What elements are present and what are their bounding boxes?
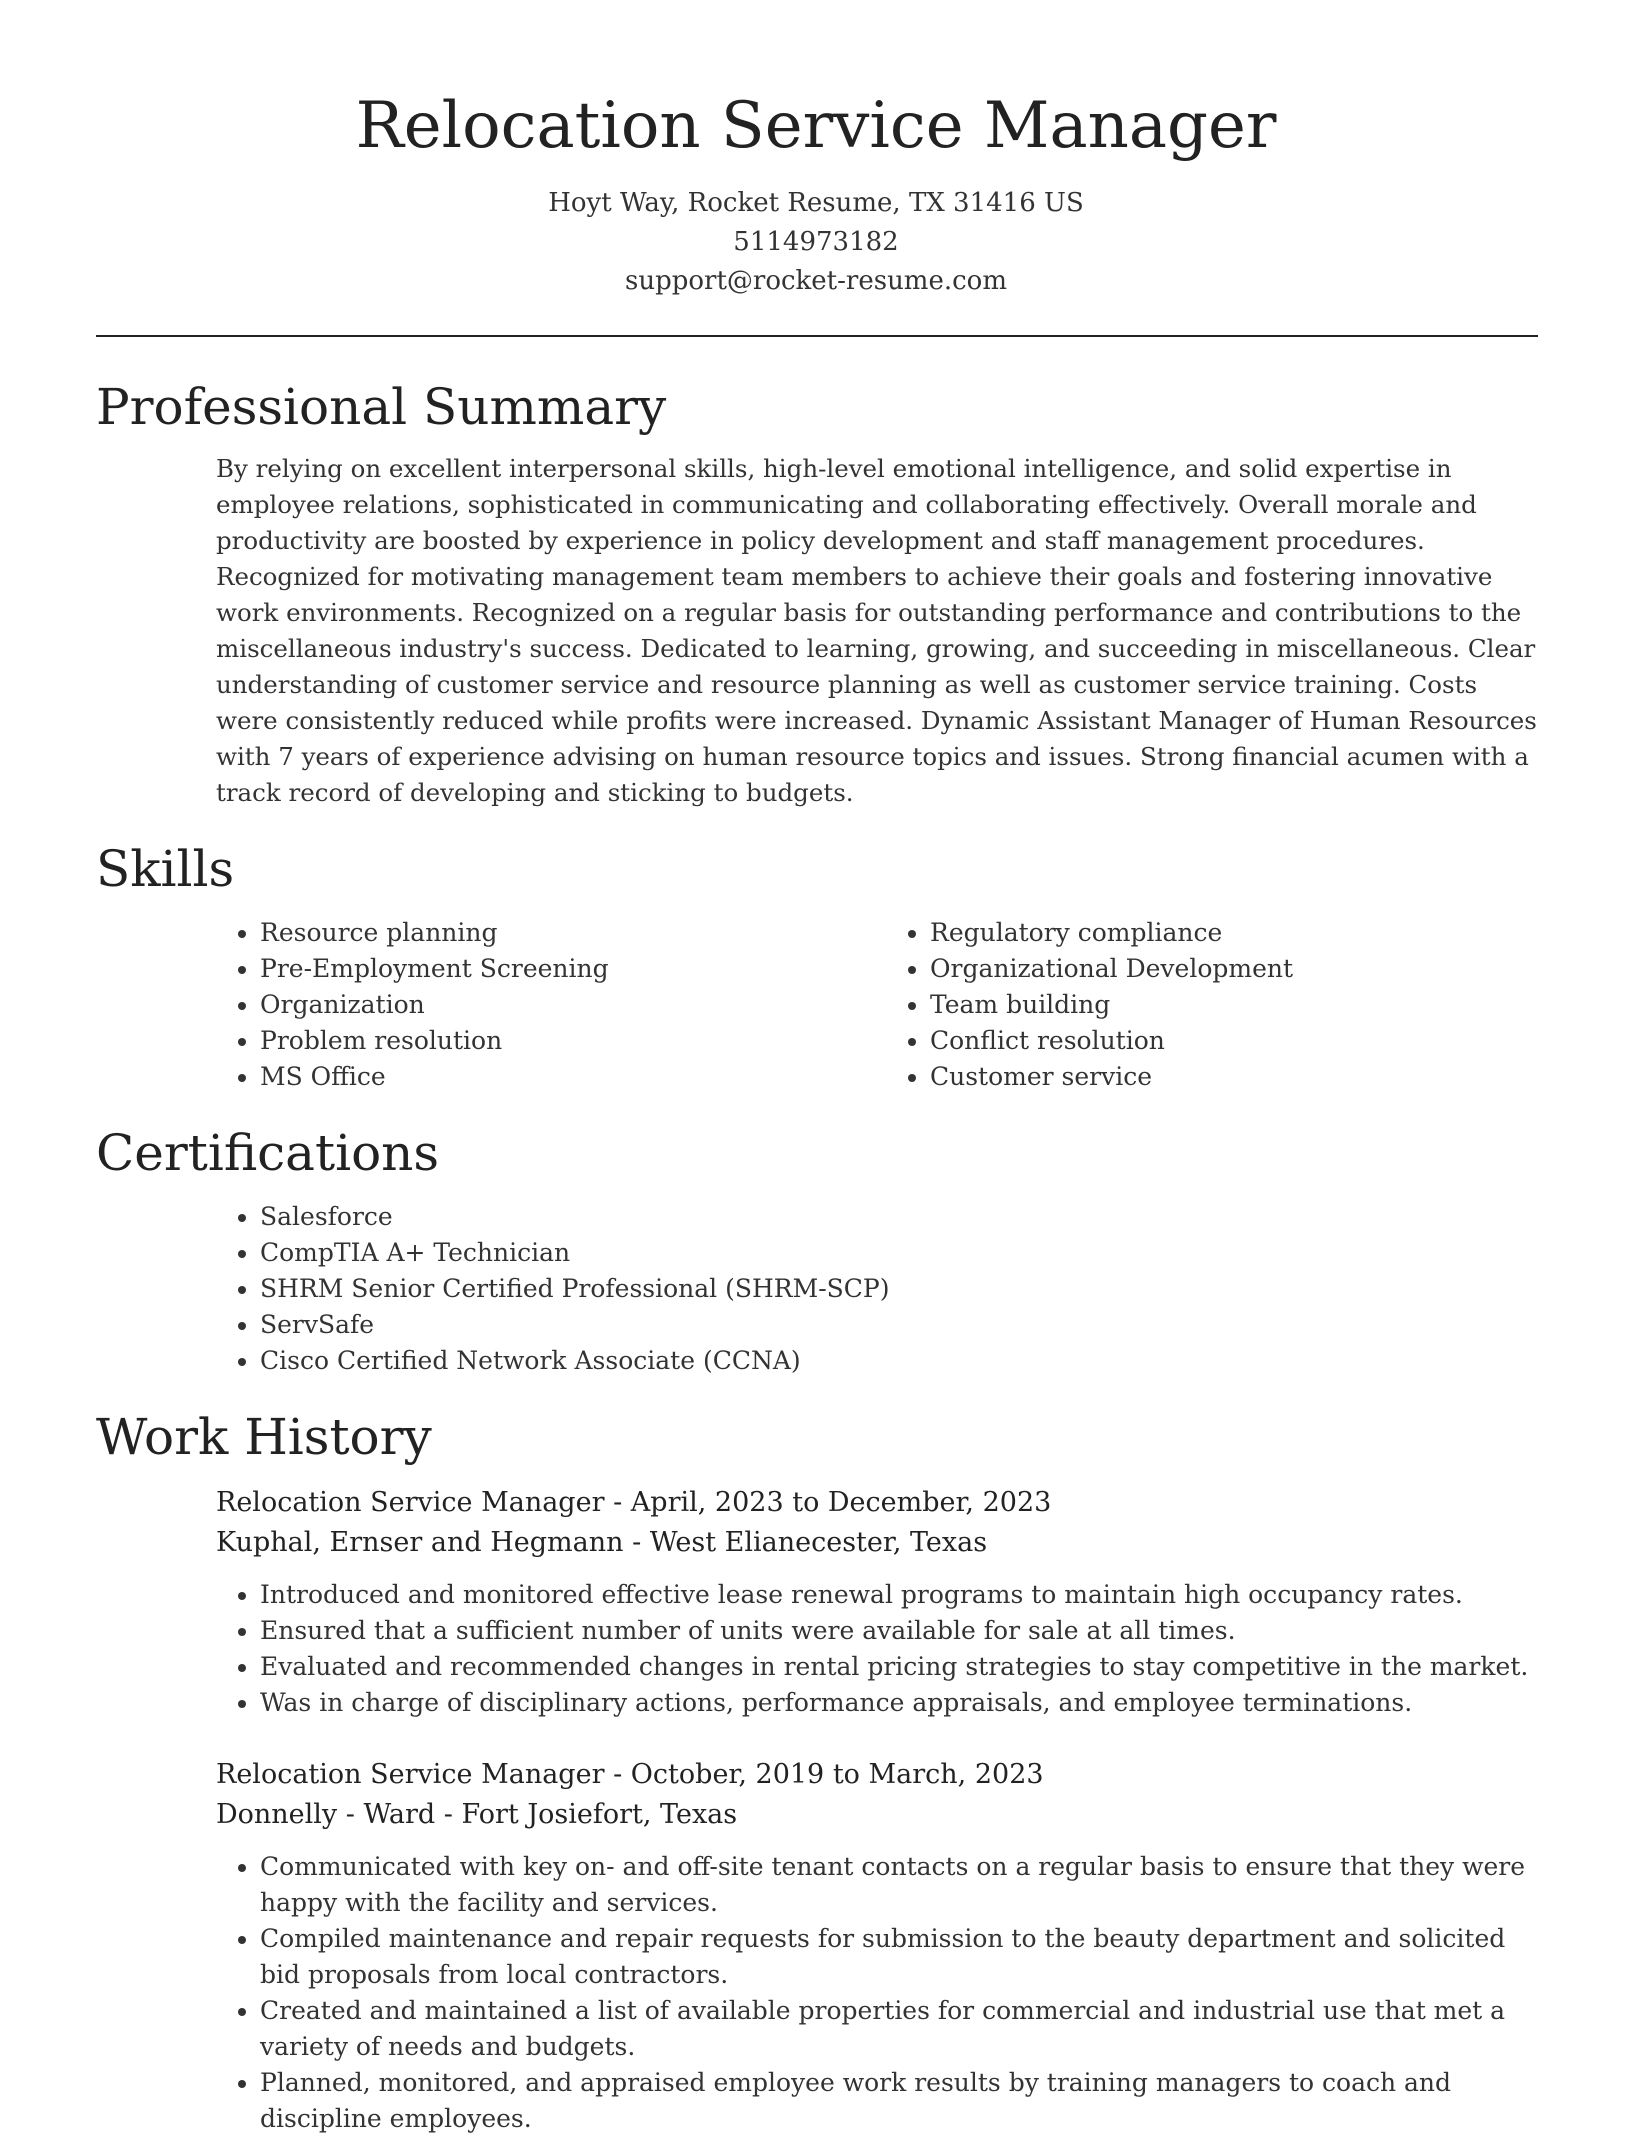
skill-item: • Team building — [930, 987, 1510, 1023]
certification-item: • ServSafe — [260, 1307, 1536, 1343]
certification-item: • SHRM Senior Certified Professional (SHRM-SCP) — [260, 1271, 1536, 1307]
certification-item: • CompTIA A+ Technician — [260, 1235, 1536, 1271]
job-entry — [216, 1483, 1536, 1721]
separator: - — [613, 1759, 631, 1790]
summary-text: By relying on excellent interpersonal skills, high-level emotional intelligence, and solid expertise in employee relations, sophisticated in communicating and collaborating effectively. Overall morale and productivity are boosted by experience in policy development and staff management procedures. Recognized for motivating management team members to achieve their goals and fostering innovative work environments. Recognized on a regular basis for outstanding performance and contributions to the miscellaneous industry's success. Dedicated to learning, growing, and succeeding in miscellaneous. Clear understanding of customer service and resource planning as well as customer service training. Costs were consistently reduced while profits were increased. Dynamic Assistant Manager of Human Resources with 7 years of experience advising on human resource topics and issues. Strong financial acumen with a track record of developing and sticking to budgets. — [216, 454, 1537, 807]
summary-title: Professional Summary — [96, 378, 667, 436]
resume-header — [96, 0, 1536, 301]
job-company-line — [216, 1523, 1536, 1563]
job-location: West Elianecester, Texas — [649, 1527, 988, 1558]
skill-item: • MS Office — [260, 1059, 910, 1095]
separator: - — [443, 1799, 462, 1830]
email: support@rocket-resume.com — [624, 266, 1007, 296]
phone: 5114973182 — [733, 227, 899, 257]
job-bullet: • Evaluated and recommended changes in rental pricing strategies to stay competitive in the market. — [260, 1649, 1538, 1685]
skills-list-right — [910, 915, 1510, 1095]
skill-item: • Resource planning — [260, 915, 910, 951]
skills-section — [96, 837, 1536, 1095]
job-role: Relocation Service Manager — [216, 1487, 605, 1518]
job-company: Donnelly - Ward — [216, 1799, 436, 1830]
skill-item: • Problem resolution — [260, 1023, 910, 1059]
skill-item: • Organization — [260, 987, 910, 1023]
job-role: Relocation Service Manager — [216, 1759, 605, 1790]
job-company: Kuphal, Ernser and Hegmann — [216, 1527, 624, 1558]
job-bullet: • Was in charge of disciplinary actions, performance appraisals, and employee terminations. — [260, 1685, 1538, 1721]
certifications-section — [96, 1121, 1536, 1379]
job-title-line — [216, 1755, 1536, 1795]
job-entry — [216, 1755, 1536, 2137]
job-bullets — [260, 1577, 1538, 1721]
job-bullets — [260, 1849, 1538, 2137]
skill-item: • Regulatory compliance — [930, 915, 1510, 951]
job-dates: April, 2023 to December, 2023 — [630, 1487, 1052, 1518]
skills-columns — [96, 915, 1536, 1095]
skills-list-left — [260, 915, 910, 1095]
job-bullet: • Compiled maintenance and repair requests for submission to the beauty department and solicited bid proposals from local contractors. — [260, 1921, 1538, 1993]
header-divider — [96, 335, 1538, 337]
job-bullet: • Ensured that a sufficient number of units were available for sale at all times. — [260, 1613, 1538, 1649]
work-history-title: Work History — [96, 1408, 432, 1466]
job-location: Fort Josiefort, Texas — [461, 1799, 738, 1830]
job-dates: October, 2019 to March, 2023 — [630, 1759, 1044, 1790]
contact-block — [96, 184, 1536, 301]
job-bullet: • Introduced and monitored effective lease renewal programs to maintain high occupancy rates. — [260, 1577, 1538, 1613]
address: Hoyt Way, Rocket Resume, TX 31416 US — [548, 188, 1084, 218]
certifications-title: Certifications — [96, 1124, 440, 1182]
job-bullet: • Planned, monitored, and appraised employee work results by training managers to coach and discipline employees. — [260, 2065, 1538, 2137]
skill-item: • Pre-Employment Screening — [260, 951, 910, 987]
job-title-line — [216, 1483, 1536, 1523]
certifications-list — [260, 1199, 1536, 1379]
skill-item: • Customer service — [930, 1059, 1510, 1095]
skill-item: • Conflict resolution — [930, 1023, 1510, 1059]
certification-item: • Salesforce — [260, 1199, 1536, 1235]
separator: - — [613, 1487, 631, 1518]
job-bullet: • Created and maintained a list of available properties for commercial and industrial use that met a variety of needs and budgets. — [260, 1993, 1538, 2065]
separator: - — [632, 1527, 650, 1558]
job-company-line — [216, 1795, 1536, 1835]
work-history-section — [96, 1405, 1536, 2137]
job-bullet: • Communicated with key on- and off-site tenant contacts on a regular basis to ensure that they were happy with the facility and services. — [260, 1849, 1538, 1921]
skills-title: Skills — [96, 840, 235, 898]
certification-item: • Cisco Certified Network Associate (CCNA) — [260, 1343, 1536, 1379]
candidate-name: Relocation Service Manager — [355, 89, 1277, 163]
skill-item: • Organizational Development — [930, 951, 1510, 987]
